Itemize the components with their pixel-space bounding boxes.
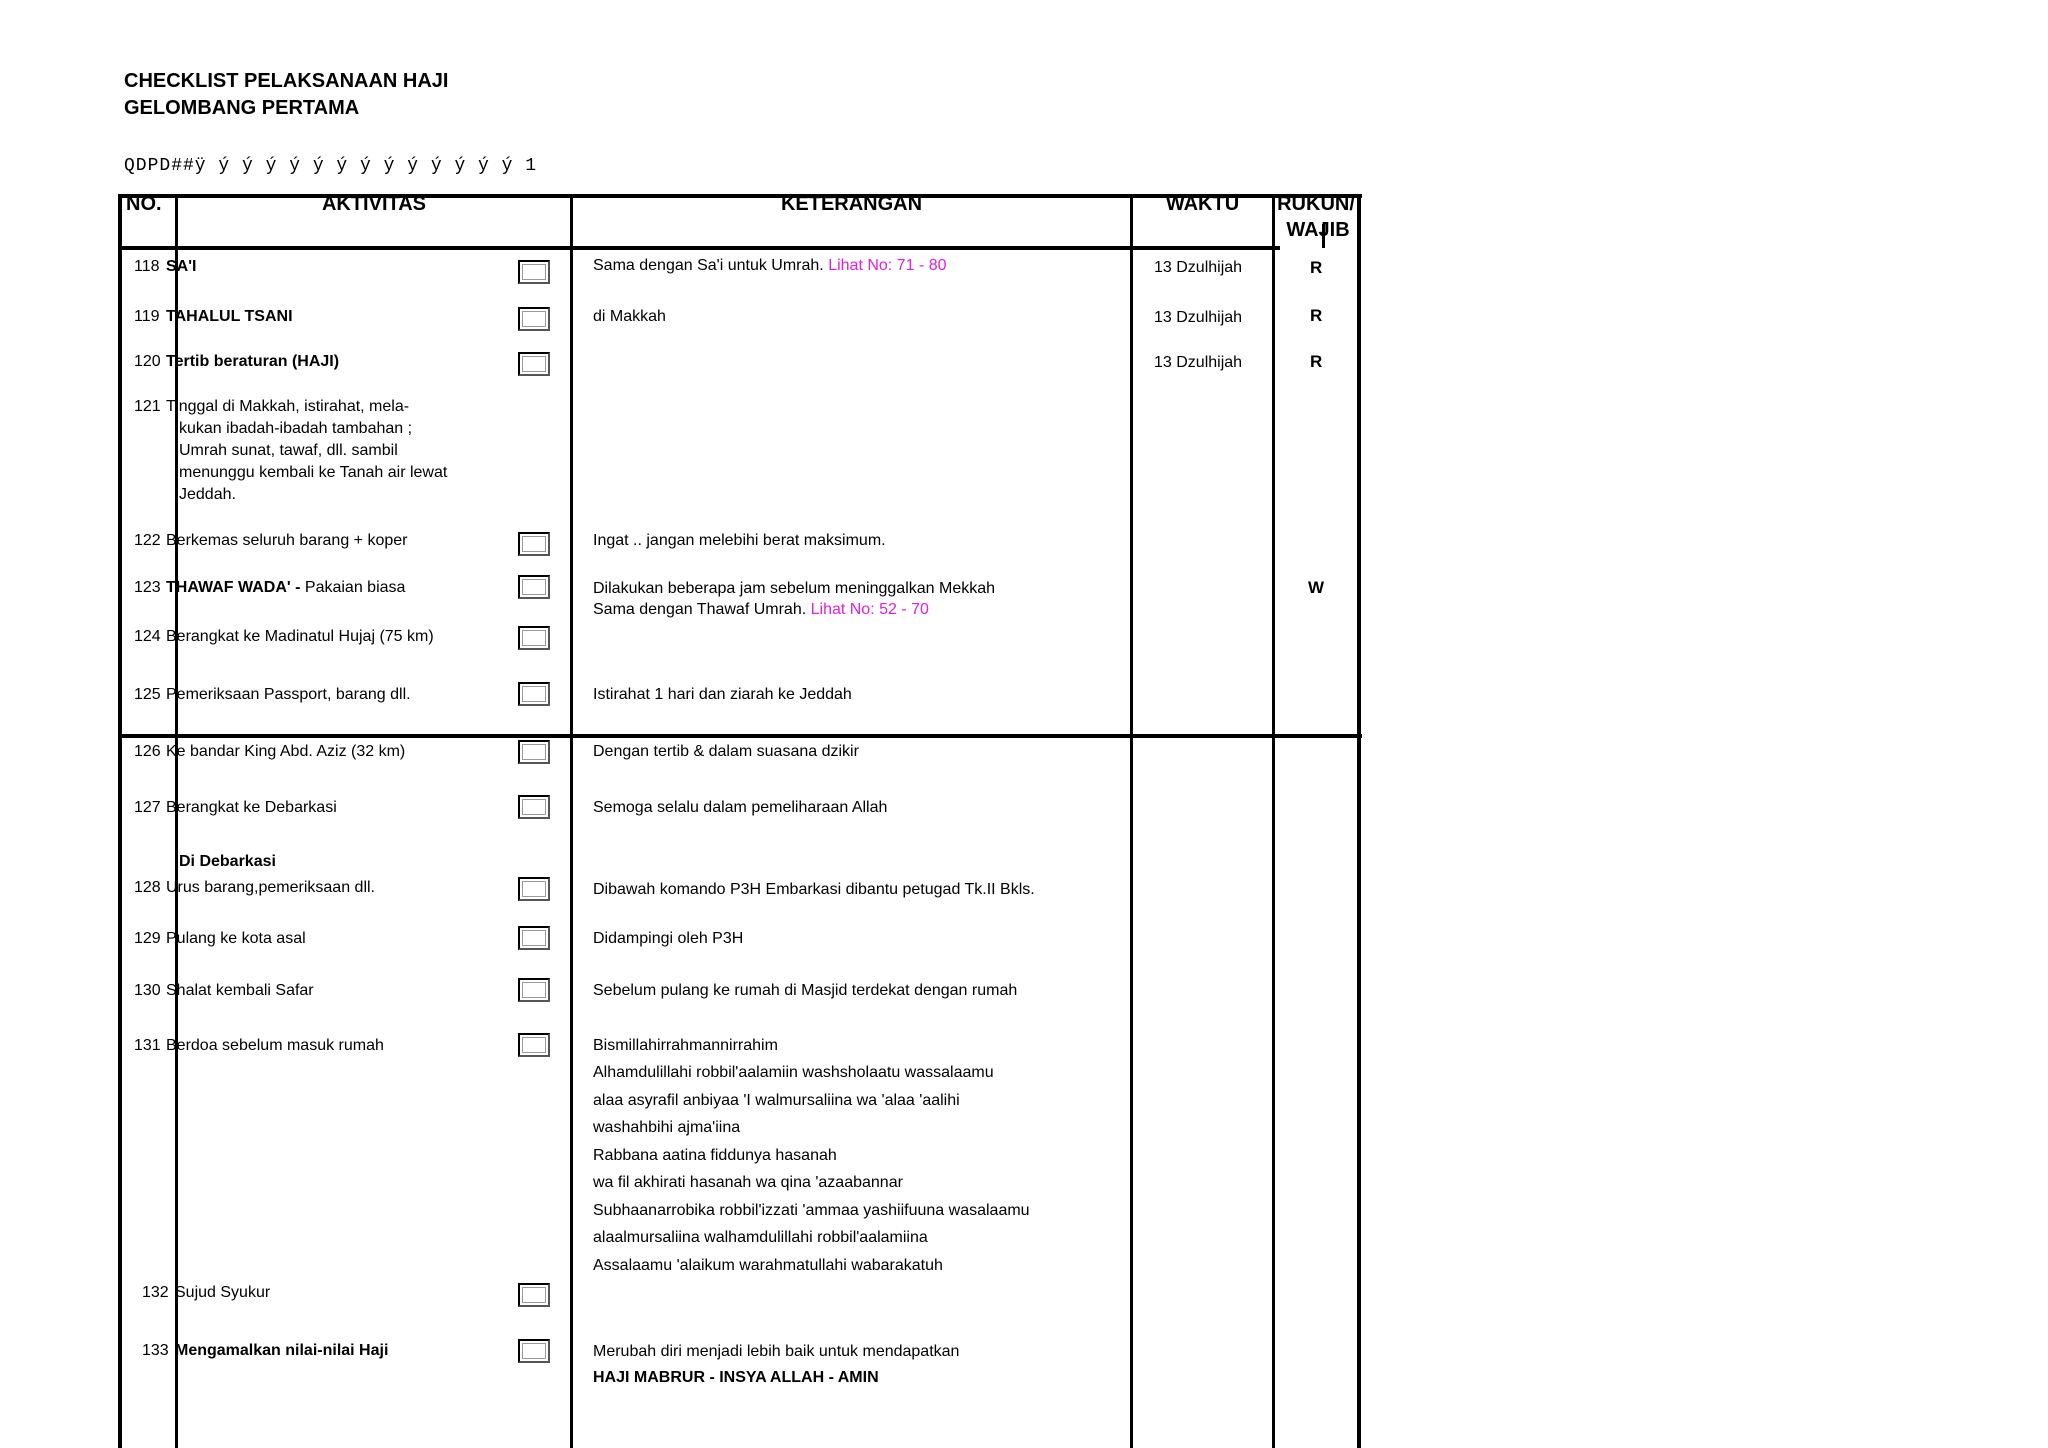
row-number: 129 (134, 930, 161, 947)
checkbox[interactable] (518, 682, 550, 706)
section-heading-debarkasi: Di Debarkasi (179, 853, 276, 870)
checkbox[interactable] (518, 307, 550, 331)
lihat-reference-link[interactable]: Lihat No: 52 - 70 (810, 601, 929, 618)
checkbox[interactable] (518, 1033, 550, 1057)
checkbox[interactable] (518, 532, 550, 556)
activity-line: kukan ibadah-ibadah tambahan ; (179, 420, 413, 437)
table-left-border (118, 194, 122, 1448)
keterangan-col-divider (1130, 194, 1133, 1448)
row-number: 118 (134, 258, 160, 275)
row-number: 128 (134, 879, 161, 896)
activity-label: Urus barang,pemeriksaan dll. (166, 879, 375, 896)
prayer-line: wa fil akhirati hasanah wa qina 'azaabannar (593, 1174, 903, 1191)
activity-label: Pulang ke kota asal (166, 930, 306, 947)
checkbox[interactable] (518, 795, 550, 819)
row-number: 121 (134, 398, 161, 415)
waktu-col-divider (1272, 194, 1275, 1448)
rukun-wajib-mark: R (1310, 258, 1323, 277)
row-number: 122 (134, 532, 161, 549)
activity-label: Mengamalkan nilai-nilai Haji (175, 1342, 389, 1359)
rukun-wajib-mark: W (1308, 578, 1325, 597)
row-number: 131 (134, 1037, 161, 1054)
waktu-text: 13 Dzulhijah (1154, 354, 1243, 371)
keterangan-bold-text: HAJI MABRUR - INSYA ALLAH - AMIN (593, 1369, 879, 1386)
keterangan-text: Dibawah komando P3H Embarkasi dibantu petugad Tk.II Bkls. (593, 881, 1035, 898)
activity-label: Ke bandar King Abd. Aziz (32 km) (166, 743, 406, 760)
activity-label: Tertib beraturan (HAJI) (166, 353, 340, 370)
prayer-line: Assalaamu 'alaikum warahmatullahi wabarakatuh (593, 1257, 943, 1274)
keterangan-text: Ingat .. jangan melebihi berat maksimum. (593, 532, 886, 549)
row-number: 120 (134, 353, 161, 370)
activity-label: Berdoa sebelum masuk rumah (166, 1037, 384, 1054)
keterangan-text: Merubah diri menjadi lebih baik untuk mendapatkan (593, 1343, 960, 1360)
lihat-reference-link[interactable]: Lihat No: 71 - 80 (828, 257, 947, 274)
prayer-line: washahbihi ajma'iina (593, 1119, 741, 1136)
activity-label: Pemeriksaan Passport, barang dll. (166, 686, 411, 703)
row-number: 123 (134, 579, 161, 596)
checkbox[interactable] (518, 926, 550, 950)
activity-line: menunggu kembali ke Tanah air lewat (179, 464, 448, 481)
prayer-line: alaalmursaliina walhamdulillahi robbil'aalamiina (593, 1229, 928, 1246)
aktivitas-col-divider (570, 194, 573, 1448)
prayer-line: Subhaanarrobika robbil'izzati 'ammaa yashiifuuna wasalaamu (593, 1202, 1030, 1219)
header-no: NO. (126, 193, 162, 215)
row-number: 125 (134, 686, 161, 703)
garbled-text-line: QDPD##ÿ ý ý ý ý ý ý ý ý ý ý ý ý ý 1 (124, 156, 538, 176)
checkbox[interactable] (518, 740, 550, 764)
activity-label: Berkemas seluruh barang + koper (166, 532, 408, 549)
header-rukun: RUKUN/ (1277, 193, 1355, 215)
header-aktivitas: AKTIVITAS (321, 193, 427, 215)
row-number: 119 (134, 308, 160, 325)
prayer-line: Rabbana aatina fiddunya hasanah (593, 1147, 837, 1164)
checkbox[interactable] (518, 260, 550, 284)
waktu-text: 13 Dzulhijah (1154, 309, 1243, 326)
keterangan-text: Istirahat 1 hari dan ziarah ke Jeddah (593, 686, 852, 703)
row-number: 130 (134, 982, 161, 999)
activity-label: Berangkat ke Madinatul Hujaj (75 km) (166, 628, 434, 645)
keterangan-text: Sama dengan Sa'i untuk Umrah. Lihat No: 71 - 80 (593, 257, 947, 274)
row-number: 126 (134, 743, 161, 760)
checkbox[interactable] (518, 352, 550, 376)
section-divider (118, 734, 1362, 738)
waktu-text: 13 Dzulhijah (1154, 259, 1243, 276)
keterangan-text: Didampingi oleh P3H (593, 930, 744, 947)
row-number: 133 (142, 1342, 169, 1359)
checkbox[interactable] (518, 978, 550, 1002)
rukun-wajib-mark: R (1310, 352, 1323, 371)
activity-label: Shalat kembali Safar (166, 982, 314, 999)
row-number: 124 (134, 628, 161, 645)
activity-label: TAHALUL TSANI (166, 308, 293, 325)
rukun-wajib-mark: R (1310, 306, 1323, 325)
keterangan-text: Semoga selalu dalam pemeliharaan Allah (593, 799, 888, 816)
activity-line: Umrah sunat, tawaf, dll. sambil (179, 442, 398, 459)
prayer-line: Alhamdulillahi robbil'aalamiin washsholaatu wassalaamu (593, 1064, 994, 1081)
checkbox[interactable] (518, 1283, 550, 1307)
prayer-line: Bismillahirrahmannirrahim (593, 1037, 778, 1054)
checkbox[interactable] (518, 575, 550, 599)
checkbox[interactable] (518, 626, 550, 650)
row-number: 132 (142, 1284, 169, 1301)
row-number: 127 (134, 799, 161, 816)
activity-label: SA'I (166, 258, 197, 275)
checkbox[interactable] (518, 877, 550, 901)
header-waktu: WAKTU (1165, 193, 1240, 215)
header-keterangan: KETERANGAN (780, 193, 923, 215)
activity-line: Tinggal di Makkah, istirahat, mela- (166, 398, 410, 415)
activity-line: Jeddah. (179, 486, 236, 503)
keterangan-text: Sebelum pulang ke rumah di Masjid terdekat dengan rumah (593, 982, 1018, 999)
activity-label: Berangkat ke Debarkasi (166, 799, 337, 816)
table-right-border (1357, 194, 1361, 1448)
header-bottom-border (118, 246, 1276, 250)
keterangan-text: di Makkah (593, 308, 666, 325)
keterangan-text: Dilakukan beberapa jam sebelum meninggalkan Mekkah (593, 580, 996, 597)
no-col-divider (175, 194, 178, 1448)
checkbox[interactable] (518, 1339, 550, 1363)
activity-label: Sujud Syukur (175, 1284, 271, 1301)
keterangan-text: Dengan tertib & dalam suasana dzikir (593, 743, 859, 760)
prayer-line: alaa asyrafil anbiyaa 'I walmursaliina wa 'alaa 'aalihi (593, 1092, 960, 1109)
activity-label: THAWAF WADA' - Pakaian biasa (166, 579, 406, 596)
document-title-line2: GELOMBANG PERTAMA (124, 97, 360, 119)
header-wajib: WAJIB (1286, 219, 1350, 241)
document-title-line1: CHECKLIST PELAKSANAAN HAJI (124, 70, 449, 92)
keterangan-text: Sama dengan Thawaf Umrah. Lihat No: 52 - 70 (593, 601, 929, 618)
